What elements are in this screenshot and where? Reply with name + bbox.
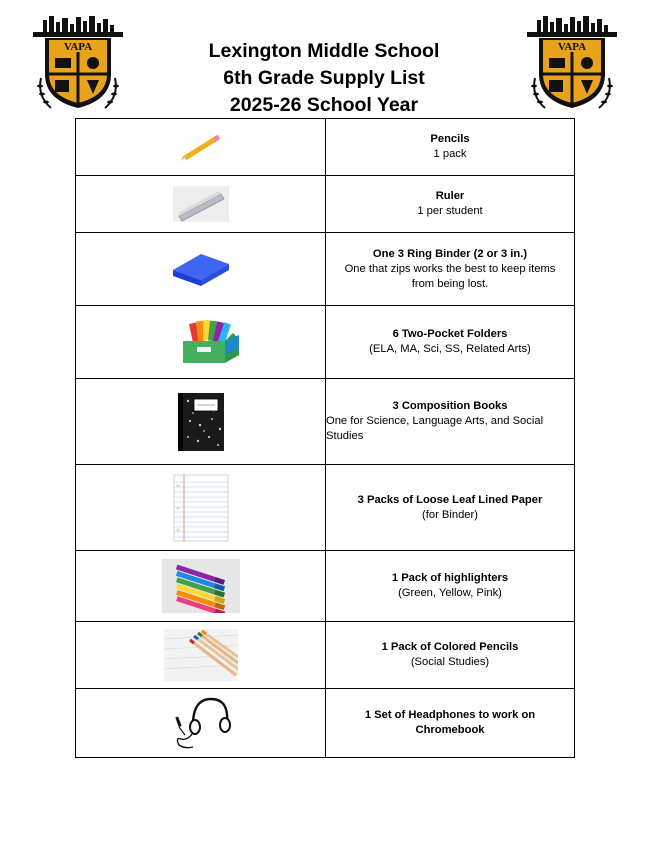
item-text-cell — [326, 306, 575, 379]
title-school: Lexington Middle School — [208, 40, 440, 62]
item-image-cell — [76, 465, 326, 551]
table-row — [76, 689, 575, 758]
item-text-cell — [326, 465, 575, 551]
table-row — [76, 119, 575, 176]
item-image-cell — [76, 551, 326, 622]
item-description: 1 pack — [433, 148, 467, 160]
item-description: (Green, Yellow, Pink) — [398, 587, 502, 599]
headphones-icon — [171, 695, 231, 751]
item-name: Pencils — [430, 133, 470, 145]
table-row — [76, 233, 575, 306]
item-name: 3 Packs of Loose Leaf Lined Paper — [357, 493, 543, 506]
table-row — [76, 176, 575, 233]
page-title — [140, 38, 508, 119]
table-row — [76, 379, 575, 465]
item-image-cell — [76, 379, 326, 465]
item-name: Ruler — [435, 190, 465, 202]
item-description: (ELA, MA, Sci, SS, Related Arts) — [369, 343, 531, 355]
table-row — [76, 306, 575, 379]
item-text-cell — [326, 379, 575, 465]
item-image-cell — [76, 233, 326, 306]
item-description: (Social Studies) — [410, 656, 490, 668]
item-description: 1 per student — [417, 205, 483, 217]
colored-pencils-icon — [164, 629, 238, 681]
table-row — [76, 622, 575, 689]
highlighters-icon — [162, 559, 240, 613]
ruler-icon — [173, 186, 229, 222]
item-text-cell — [326, 689, 575, 758]
vapa-crest-logo-left — [33, 16, 123, 114]
table-row — [76, 551, 575, 622]
folders-icon — [181, 319, 241, 365]
vapa-crest-logo-right — [527, 16, 617, 114]
title-list: 6th Grade Supply List — [223, 67, 425, 89]
item-text-cell — [326, 233, 575, 306]
item-image-cell — [76, 689, 326, 758]
pencil-icon — [179, 132, 223, 162]
item-name: 6 Two-Pocket Folders — [392, 328, 508, 340]
item-image-cell — [76, 176, 326, 233]
item-image-cell — [76, 622, 326, 689]
item-name: 3 Composition Books — [392, 400, 508, 412]
item-name: One 3 Ring Binder (2 or 3 in.) — [372, 247, 528, 260]
supply-list-table — [75, 118, 575, 758]
item-text-cell — [326, 551, 575, 622]
item-description: (for Binder) — [422, 508, 478, 521]
item-text-cell — [326, 119, 575, 176]
item-image-cell — [76, 119, 326, 176]
lined-paper-icon — [173, 474, 229, 542]
item-image-cell — [76, 306, 326, 379]
item-name: 1 Pack of highlighters — [391, 572, 509, 584]
item-text-cell — [326, 176, 575, 233]
item-text-cell — [326, 622, 575, 689]
table-row — [76, 465, 575, 551]
item-name: 1 Pack of Colored Pencils — [381, 641, 519, 653]
item-name: 1 Set of Headphones to work on Chromebook — [364, 709, 536, 736]
composition-book-icon — [176, 391, 226, 453]
crest-text: VAPA — [63, 41, 93, 53]
item-description: One that zips works the best to keep items from being lost. — [344, 262, 556, 290]
item-description: One for Science, Language Arts, and Social Studies — [326, 415, 544, 442]
crest-text: VAPA — [557, 41, 587, 53]
binder-icon — [171, 250, 231, 288]
title-year: 2025-26 School Year — [229, 94, 419, 116]
